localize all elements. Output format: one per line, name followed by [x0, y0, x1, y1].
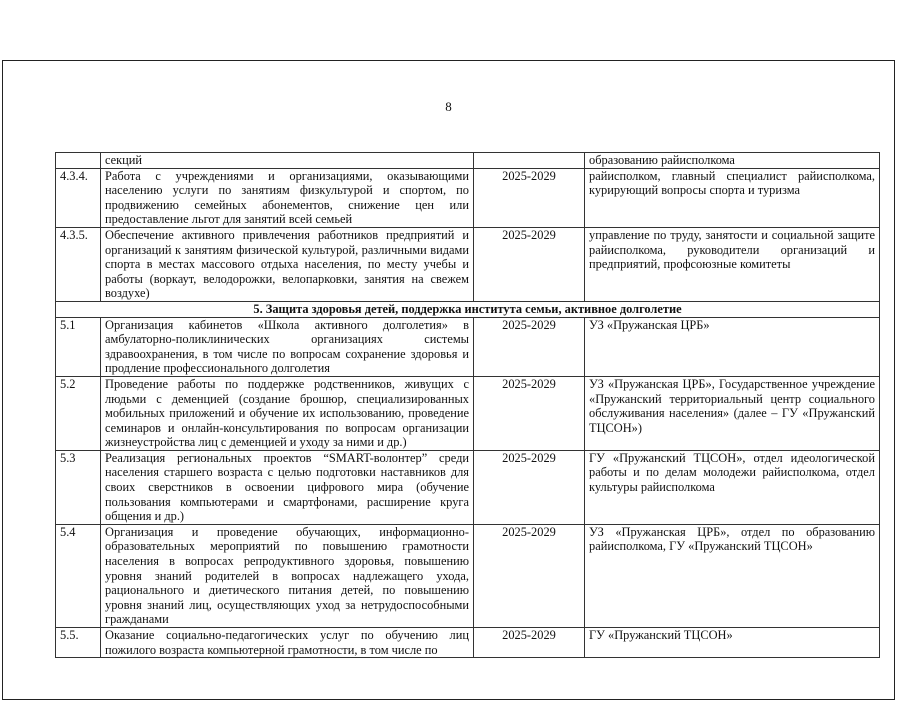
table-row — [56, 227, 880, 301]
row-period: 2025-2029 — [474, 168, 585, 227]
page-number: 8 — [445, 99, 452, 114]
plan-table — [55, 152, 880, 658]
row-period — [474, 153, 585, 169]
row-activity: Работа с учреждениями и организациями, оказывающими населению услуги по занятиям физкультурой и спортом, по продвижению семейных абонементов, снижение цен или предоставление льгот для занятий всей семьей — [101, 168, 474, 227]
row-number: 5.1 — [56, 317, 101, 376]
table-row — [56, 153, 880, 169]
row-period: 2025-2029 — [474, 628, 585, 658]
table-row — [56, 524, 880, 627]
row-responsible: управление по труду, занятости и социальной защите райисполкома, руководители организаций и предприятий, профсоюзные комитеты — [585, 227, 880, 301]
row-activity: Обеспечение активного привлечения работников предприятий и организаций к занятиям физической культурой, различными видами спорта в местах массового отдыха населения, по месту учебы и работы (воркаут, велодорожки, велопарковки, занятия на свежем воздухе) — [101, 227, 474, 301]
table-row — [56, 317, 880, 376]
row-number — [56, 153, 101, 169]
row-period: 2025-2029 — [474, 317, 585, 376]
row-activity: Проведение работы по поддержке родственников, живущих с людьми с деменцией (создание брошюр, специализированных мобильных приложений и обучение их использованию, проведение семинаров и онлайн-консультирования по вопросам организации жизнеустройства лиц с деменцией и уходу за ними и др.) — [101, 376, 474, 450]
row-activity: Организация и проведение обучающих, информационно-образовательных мероприятий по повышению грамотности населения в вопросах репродуктивного здоровья, повышению уровня знаний родителей в вопросах надлежащего ухода, рационального и диетического питания детей, по повышению уровня знаний лиц, осуществляющих уход за нетрудоспособными гражданами — [101, 524, 474, 627]
row-period: 2025-2029 — [474, 376, 585, 450]
row-activity: секций — [101, 153, 474, 169]
row-responsible: УЗ «Пружанская ЦРБ», Государственное учреждение «Пружанский территориальный центр социального обслуживания населения» (далее – ГУ «Пружанский ТЦСОН») — [585, 376, 880, 450]
row-activity: Реализация региональных проектов “SMART-волонтер” среди населения старшего возраста с целью подготовки наставников для своих сверстников в освоении цифрового мира (обучение пользования компьютерами и смартфонами, расширение круга общения и др.) — [101, 450, 474, 524]
scanned-page — [2, 60, 895, 700]
row-responsible: УЗ «Пружанская ЦРБ», отдел по образованию райисполкома, ГУ «Пружанский ТЦСОН» — [585, 524, 880, 627]
row-number: 4.3.5. — [56, 227, 101, 301]
row-activity: Оказание социально-педагогических услуг по обучению лиц пожилого возраста компьютерной грамотности, в том числе по — [101, 628, 474, 658]
row-number: 4.3.4. — [56, 168, 101, 227]
row-number: 5.2 — [56, 376, 101, 450]
row-activity: Организация кабинетов «Школа активного долголетия» в амбулаторно-поликлинических организациях системы здравоохранения, в том числе по вопросам сохранение здоровья и продление профессионального долголетия — [101, 317, 474, 376]
row-responsible: райисполком, главный специалист райисполкома, курирующий вопросы спорта и туризма — [585, 168, 880, 227]
section-title: 5. Защита здоровья детей, поддержка института семьи, активное долголетие — [56, 301, 880, 317]
row-number: 5.4 — [56, 524, 101, 627]
table-row — [56, 168, 880, 227]
row-responsible: ГУ «Пружанский ТЦСОН», отдел идеологической работы и по делам молодежи райисполкома, отдел культуры райисполкома — [585, 450, 880, 524]
table-row — [56, 376, 880, 450]
row-period: 2025-2029 — [474, 450, 585, 524]
section-header-row — [56, 301, 880, 317]
row-responsible: ГУ «Пружанский ТЦСОН» — [585, 628, 880, 658]
row-responsible: УЗ «Пружанская ЦРБ» — [585, 317, 880, 376]
row-responsible: образованию райисполкома — [585, 153, 880, 169]
row-period: 2025-2029 — [474, 524, 585, 627]
row-number: 5.3 — [56, 450, 101, 524]
table-row — [56, 628, 880, 658]
row-number: 5.5. — [56, 628, 101, 658]
table-row — [56, 450, 880, 524]
row-period: 2025-2029 — [474, 227, 585, 301]
